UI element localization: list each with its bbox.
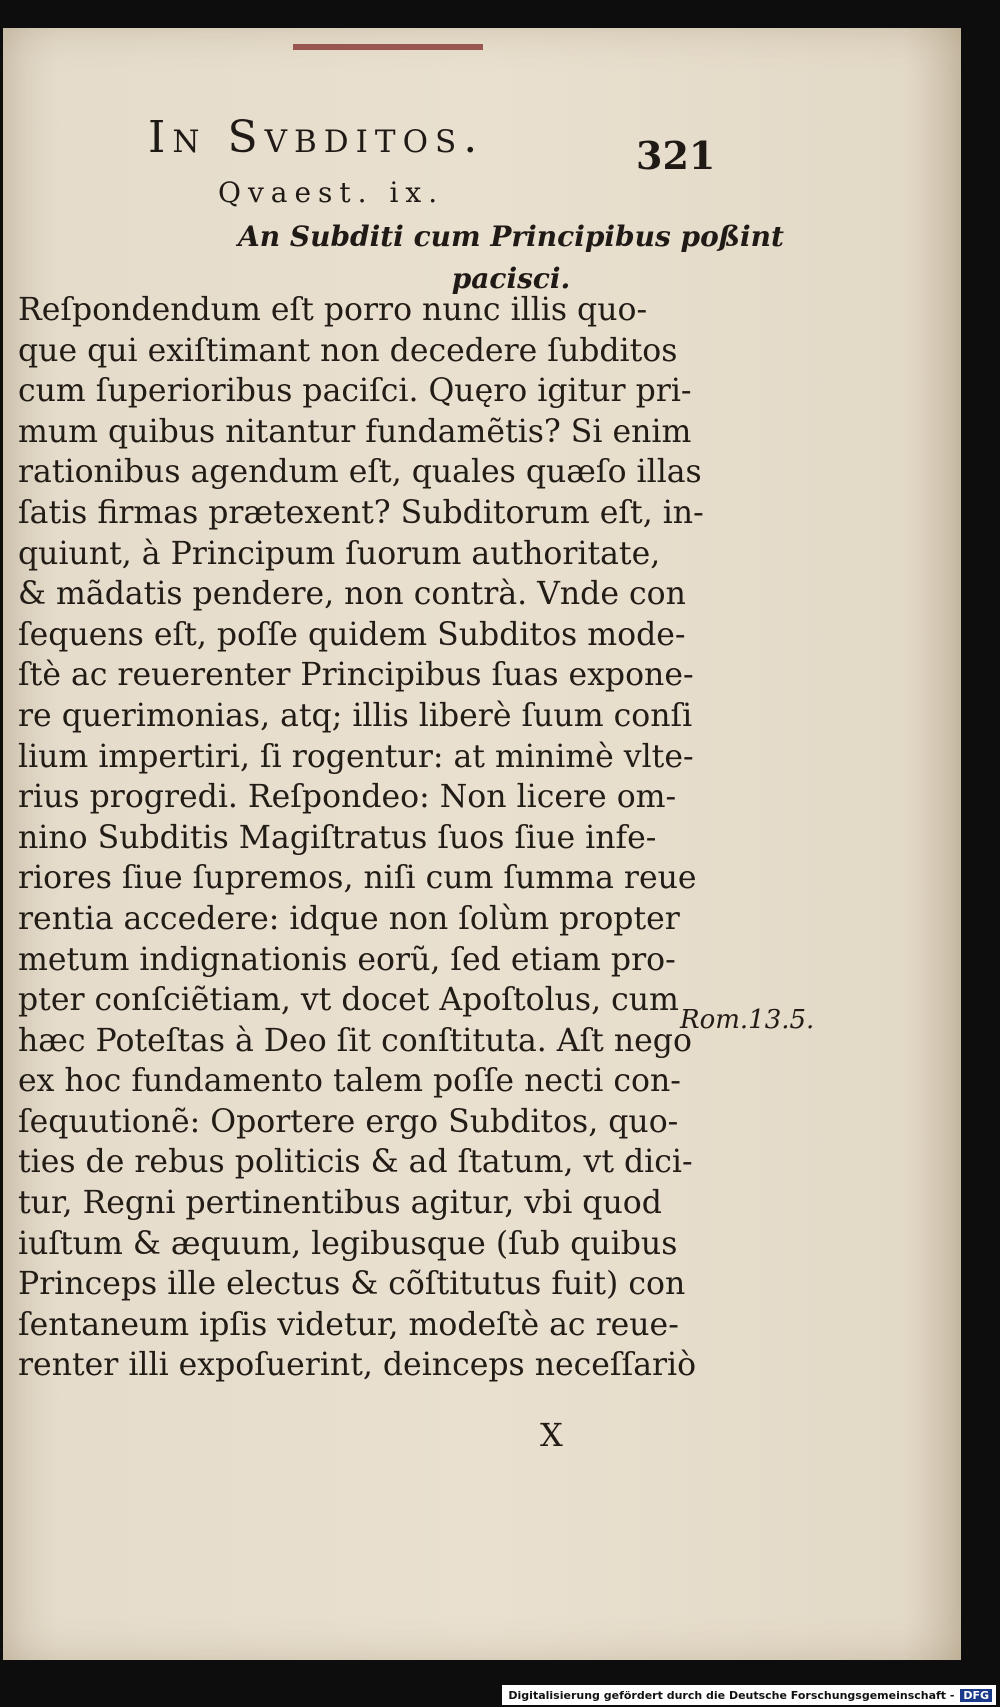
text-line: rentia accedere: idque non ſolùm propter <box>18 900 680 937</box>
text-line: renter illi expoſuerint, deinceps neceſſariò <box>18 1347 697 1384</box>
body-text <box>18 290 704 1386</box>
text-line: ſequutionẽ: Oportere ergo Subditos, quo- <box>18 1103 679 1140</box>
text-line: ex hoc fundamento talem poſſe necti con- <box>18 1063 681 1100</box>
text-line: & mãdatis pendere, non contrà. Vnde con <box>18 576 686 613</box>
marginal-note: Rom.13.5. <box>680 1005 815 1035</box>
text-line: mum quibus nitantur fundamẽtis? Si enim <box>18 413 692 450</box>
text-line: ties de rebus politicis & ad ſtatum, vt dici- <box>18 1144 693 1181</box>
dfg-logo: DFG <box>960 1689 992 1702</box>
text-line: rationibus agendum eſt, quales quæſo illas <box>18 454 702 491</box>
digitization-footer <box>502 1685 996 1705</box>
text-line: ſequens eſt, poſſe quidem Subditos mode- <box>18 616 686 653</box>
text-line: ſentaneum ipſis videtur, modeſtè ac reue- <box>18 1306 679 1343</box>
text-line: Reſpondendum eſt porro nunc illis quo- <box>18 292 648 328</box>
text-line: re querimonias, atq; illis liberè ſuum conſi <box>18 697 693 734</box>
text-line: metum indignationis eorũ, ſed etiam pro- <box>18 941 676 978</box>
text-line: que qui exiſtimant non decedere ſubditos <box>18 332 678 369</box>
text-line: Princeps ille electus & cõſtitutus fuit) con <box>18 1266 686 1303</box>
running-title: In Svbditos. <box>148 112 485 163</box>
text-line: riores ſiue ſupremos, niſi cum ſumma reue <box>18 860 697 897</box>
text-line: iuſtum & æquum, legibusque (ſub quibus <box>18 1225 678 1262</box>
signature-mark: X <box>540 1416 563 1454</box>
text-line: quiunt, à Principum ſuorum authoritate, <box>18 535 661 572</box>
text-line: rius progredi. Reſpondeo: Non licere om- <box>18 779 677 816</box>
question-title-line-2: pacisci. <box>451 262 571 295</box>
text-line: hæc Poteſtas à Deo ſit conſtituta. Aſt nego <box>18 1022 692 1059</box>
text-line: cum ſuperioribus paciſci. Quęro igitur pri- <box>18 373 692 410</box>
text-line: nino Subditis Magiſtratus ſuos ſiue infe- <box>18 819 657 856</box>
text-line: ſtè ac reuerenter Principibus ſuas expone- <box>18 657 694 694</box>
page-number: 321 <box>636 133 716 178</box>
footer-text: Digitalisierung gefördert durch die Deutsche Forschungsgemeinschaft - <box>508 1689 955 1702</box>
question-heading: Qvaest. ix. <box>218 176 445 209</box>
question-title-line-1: An Subditi cum Principibus poßint <box>238 220 784 253</box>
binding-mark <box>293 44 483 50</box>
text-line: pter conſciẽtiam, vt docet Apoſtolus, cum <box>18 982 679 1019</box>
text-line: tur, Regni pertinentibus agitur, vbi quod <box>18 1185 662 1222</box>
text-line: ſatis firmas prætexent? Subditorum eſt, in- <box>18 494 704 531</box>
text-line: lium impertiri, ſi rogentur: at minimè vlte- <box>18 738 694 775</box>
